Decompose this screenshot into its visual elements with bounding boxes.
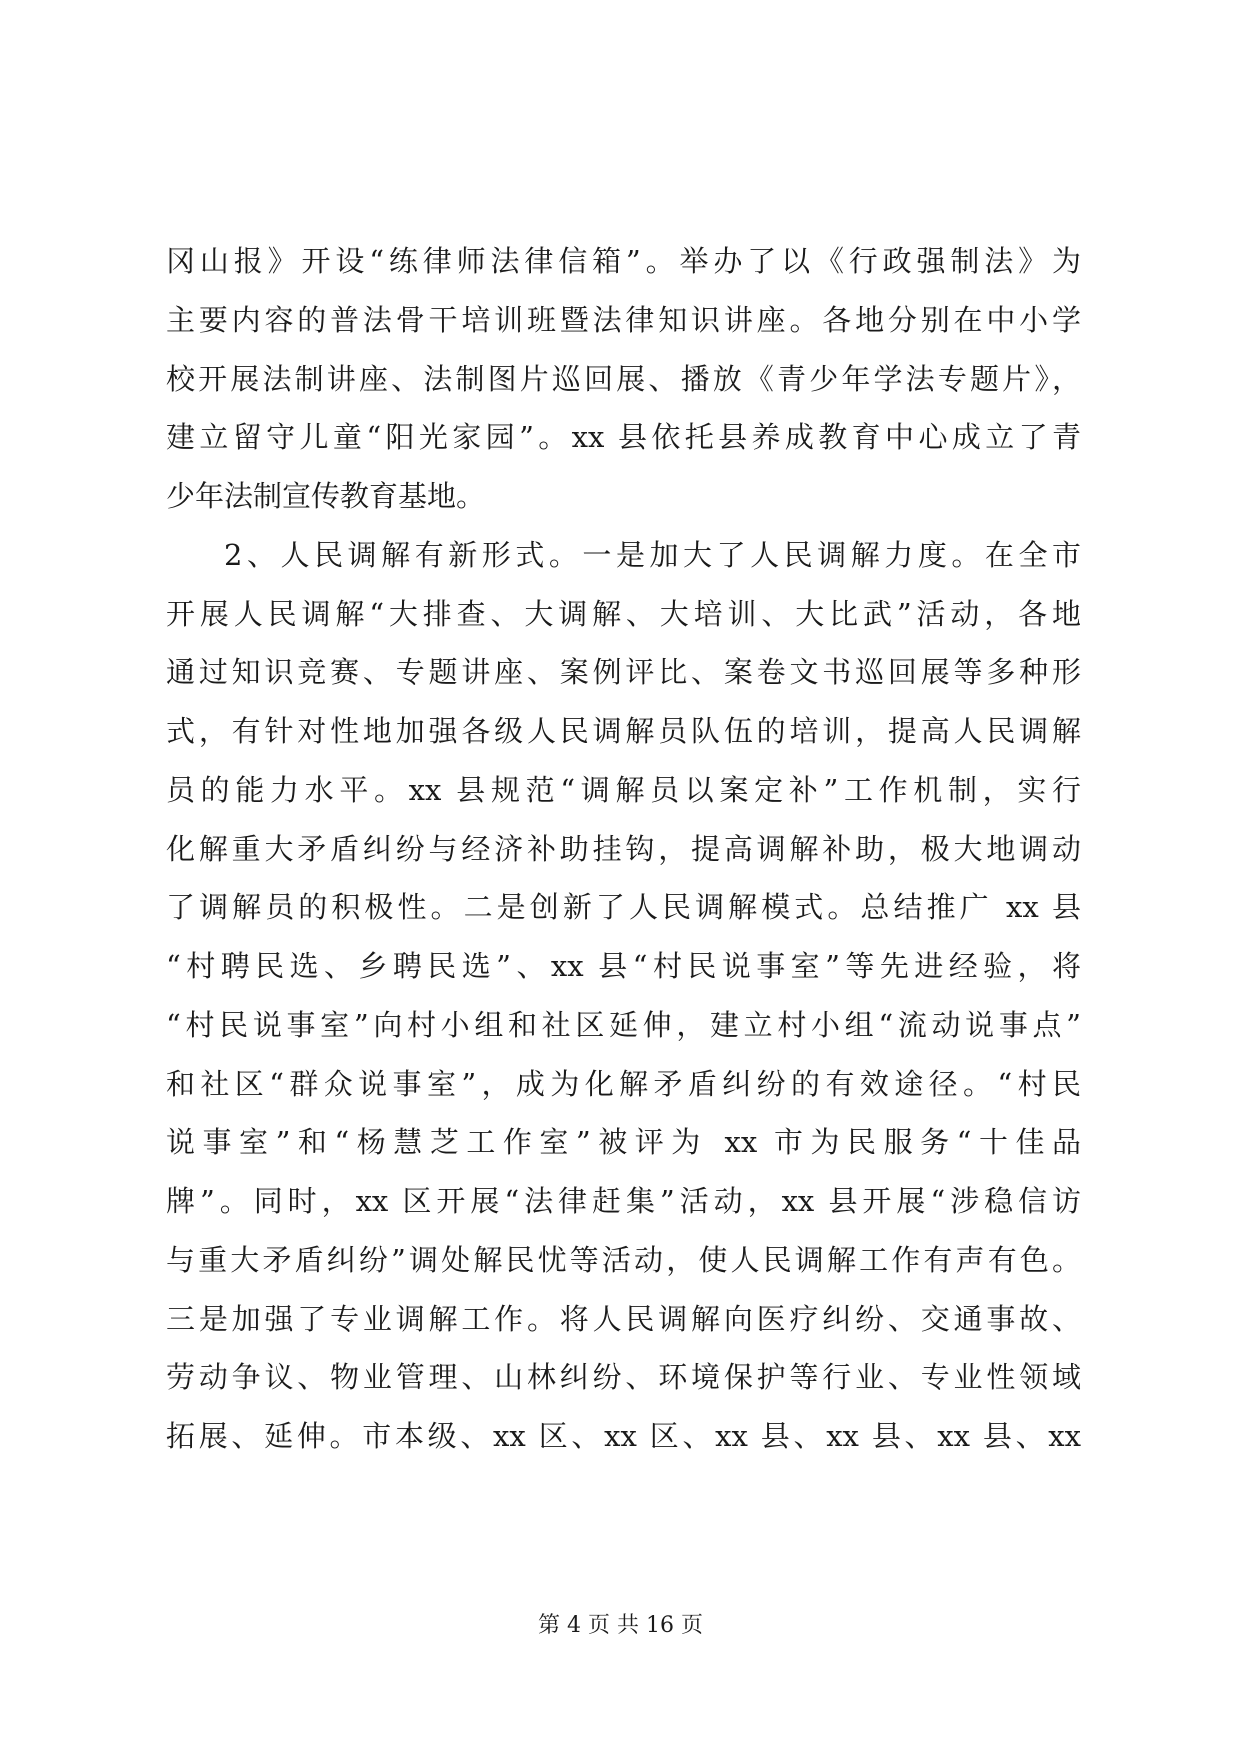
body-text xyxy=(166,232,1081,1466)
text-line: 建立留守儿童“阳光家园”。xx 县依托县养成教育中心成立了青 xyxy=(166,420,1081,455)
paragraph-2 xyxy=(166,526,1081,1466)
text-line: 校开展法制讲座、法制图片巡回展、播放《青少年学法专题片》， xyxy=(166,361,1081,396)
text-line: 化解重大矛盾纠纷与经济补助挂钩，提高调解补助，极大地调动 xyxy=(166,831,1081,866)
paragraph-1 xyxy=(166,232,1081,526)
page-number-footer: 第 4 页 共 16 页 xyxy=(538,1613,703,1638)
text-line: 主要内容的普法骨干培训班暨法律知识讲座。各地分别在中小学 xyxy=(166,302,1081,337)
text-line: “村聘民选、乡聘民选”、xx 县“村民说事室”等先进经验，将 xyxy=(166,949,1081,983)
text-line: 少年法制宣传教育基地。 xyxy=(166,479,486,513)
text-line: 开展人民调解“大排查、大调解、大培训、大比武”活动，各地 xyxy=(166,596,1081,631)
text-line: 和社区“群众说事室”，成为化解矛盾纠纷的有效途径。“村民 xyxy=(166,1066,1081,1101)
text-line: 三是加强了专业调解工作。将人民调解向医疗纠纷、交通事故、 xyxy=(166,1301,1081,1336)
text-line: 2、人民调解有新形式。一是加大了人民调解力度。在全市 xyxy=(224,537,1081,572)
text-line: 与重大矛盾纠纷”调处解民忧等活动，使人民调解工作有声有色。 xyxy=(166,1242,1081,1277)
text-line: 牌”。同时，xx 区开展“法律赶集”活动，xx 县开展“涉稳信访 xyxy=(166,1184,1081,1218)
text-line: 了调解员的积极性。二是创新了人民调解模式。总结推广 xx 县 xyxy=(166,890,1081,925)
text-line: 劳动争议、物业管理、山林纠纷、环境保护等行业、专业性领域 xyxy=(166,1360,1081,1395)
text-line: 式，有针对性地加强各级人民调解员队伍的培训，提高人民调解 xyxy=(166,714,1081,748)
text-line: “村民说事室”向村小组和社区延伸，建立村小组“流动说事点” xyxy=(166,1007,1081,1042)
text-line: 员的能力水平。xx 县规范“调解员以案定补”工作机制，实行 xyxy=(166,772,1081,807)
text-line: 冈山报》开设“练律师法律信箱”。举办了以《行政强制法》为 xyxy=(166,244,1081,278)
text-line: 说事室”和“杨慧芝工作室”被评为 xx 市为民服务“十佳品 xyxy=(166,1125,1081,1160)
text-line: 通过知识竞赛、专题讲座、案例评比、案卷文书巡回展等多种形 xyxy=(166,655,1081,690)
text-line: 拓展、延伸。市本级、xx 区、xx 区、xx 县、xx 县、xx 县、xx xyxy=(166,1419,1081,1453)
